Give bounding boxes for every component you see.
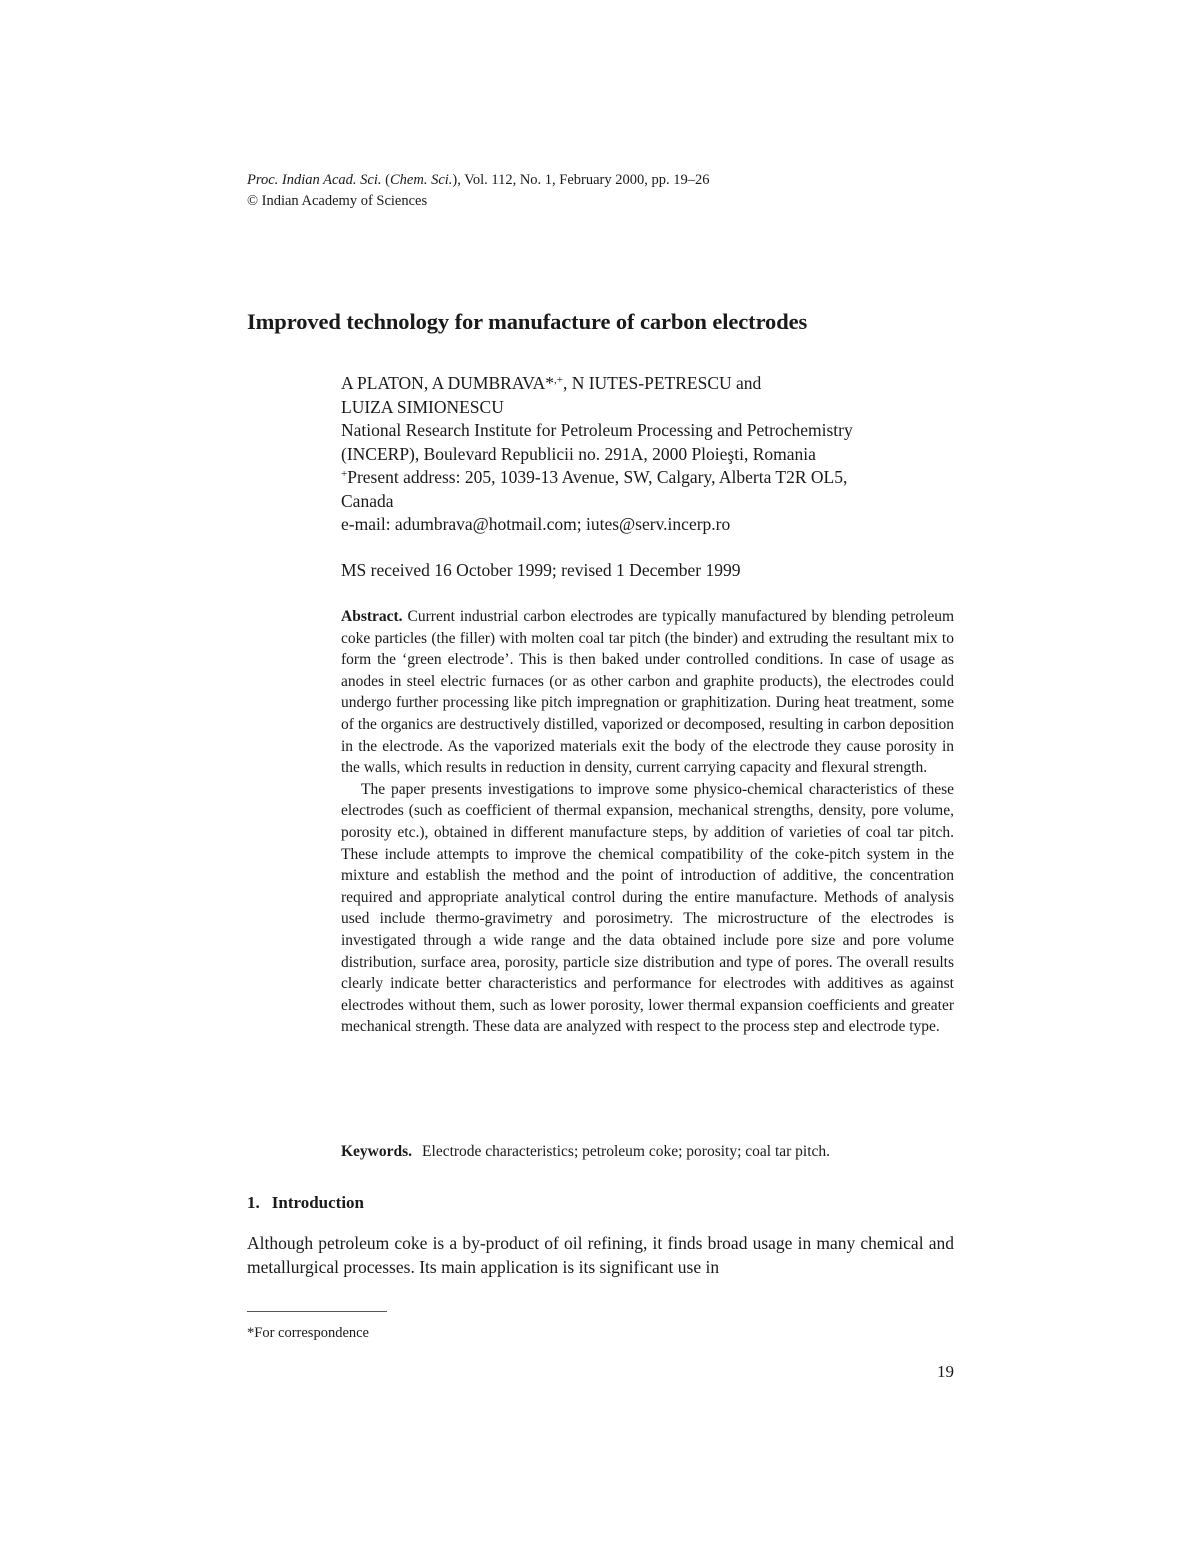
keywords <box>341 1143 954 1161</box>
section-number: 1. <box>247 1193 260 1212</box>
present-address-line <box>341 466 961 490</box>
keywords-label: Keywords. <box>341 1143 413 1160</box>
copyright-line: © Indian Academy of Sciences <box>247 193 428 209</box>
present-address-country: Canada <box>341 490 394 511</box>
present-address: Present address: 205, 1039-13 Avenue, SW, Calgary, Alberta T2R OL5, <box>347 467 848 487</box>
abstract-paragraph-1 <box>341 606 954 779</box>
author-line-1 <box>341 372 961 396</box>
author-line-2: LUIZA SIMIONESCU <box>341 396 504 417</box>
abstract-paragraph-2: The paper presents investigations to improve some physico-chemical characteristics of these electrodes (such as coefficient of thermal expansion, mechanical strengths, density, pore volume, porosity etc.), obtained in different manufacture steps, by addition of varieties of coal tar pitch. These include attempts to improve the chemical compatibility of the coke-pitch system in the mixture and establish the method and the point of introduction of additive, the concentration required and appropriate analytical control during the entire manufacture. Methods of analysis used include thermo-gravimetry and porosimetry. The microstructure of the electrodes is investigated through a wide range and the data obtained include pore size and pore volume distribution, surface area, porosity, particle size distribution and type of pores. The overall results clearly indicate better characteristics and performance for electrodes with additives as against electrodes without them, such as lower porosity, lower thermal expansion coefficients and greater mechanical strength. These data are analyzed with respect to the process step and electrode type. <box>341 780 954 1036</box>
section-title: Introduction <box>271 1193 365 1212</box>
footnote-rule <box>247 1311 387 1312</box>
author-superscript: ,+ <box>553 374 563 386</box>
citation-line <box>247 170 710 191</box>
affiliation-line-1: National Research Institute for Petroleum Processing and Petrochemistry <box>341 420 853 440</box>
abstract-text-1: Current industrial carbon electrodes are typically manufactured by blending petroleum coke particles (the filler) with molten coal tar pitch (the binder) and extruding the resultant mix to form the ‘green electrode’. This is then baked under controlled conditions. In case of usage as anodes in steel electric furnaces (or as other carbon and graphite products), the electrodes could undergo further processing like pitch impregnation or graphitization. During heat treatment, some of the organics are destructively distilled, vaporized or decomposed, resulting in carbon deposition in the electrode. As the vaporized materials exit the body of the electrode they cause porosity in the walls, which results in reduction in density, current carrying capacity and flexural strength. <box>341 608 955 777</box>
paren-open: ( <box>381 172 390 188</box>
citation-details: ), Vol. 112, No. 1, February 2000, pp. 19–26 <box>452 172 710 188</box>
footnote: *For correspondence <box>247 1325 369 1341</box>
received-dates: MS received 16 October 1999; revised 1 December 1999 <box>341 560 741 580</box>
author-block <box>341 372 961 537</box>
affiliation-line-2: (INCERP), Boulevard Republicii no. 291A, 2000 Ploieşti, Romania <box>341 443 816 464</box>
paper-title: Improved technology for manufacture of carbon electrodes <box>247 309 808 334</box>
abstract-label: Abstract. <box>341 608 403 625</box>
author-names-b: , N IUTES-PETRESCU and <box>562 373 762 393</box>
keywords-text: Electrode characteristics; petroleum coke; porosity; coal tar pitch. <box>422 1143 831 1160</box>
intro-paragraph: Although petroleum coke is a by-product of oil refining, it finds broad usage in many chemical and metallurgical processes. Its main application is its significant use in <box>247 1233 954 1277</box>
page-number: 19 <box>937 1362 954 1381</box>
journal-header <box>247 170 710 212</box>
abstract <box>341 606 954 1038</box>
email-line: e-mail: adumbrava@hotmail.com; iutes@serv.incerp.ro <box>341 514 731 534</box>
section-heading <box>247 1193 364 1213</box>
journal-name: Proc. Indian Acad. Sci. <box>247 172 382 188</box>
present-address-marker: + <box>341 468 348 480</box>
author-names-a: A PLATON, A DUMBRAVA* <box>341 373 554 393</box>
journal-section: Chem. Sci. <box>389 172 453 188</box>
